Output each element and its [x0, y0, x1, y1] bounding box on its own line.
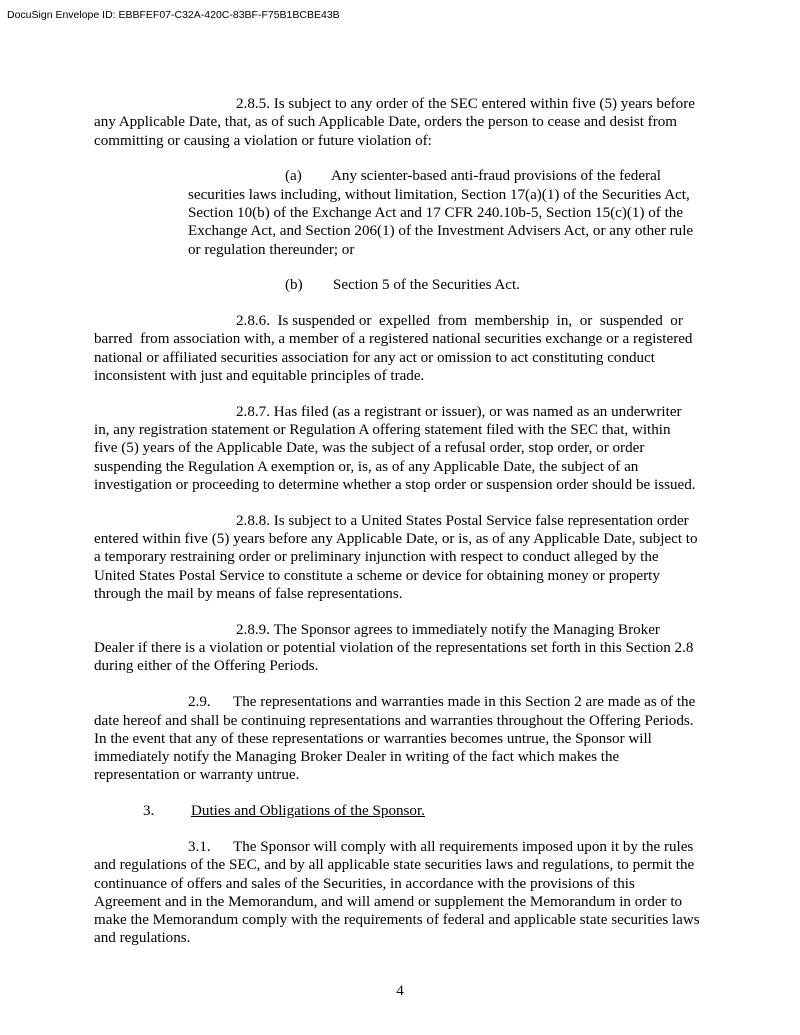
section-3-heading-line [94, 802, 726, 820]
para-line: five (5) years of the Applicable Date, was the subject of a refusal order, stop order, or order [94, 440, 645, 457]
subclause-a-first-line [94, 167, 726, 185]
para-line: securities laws including, without limitation, Section 17(a)(1) of the Securities Act, [188, 186, 690, 203]
para-line: in, any registration statement or Regulation A offering statement filed with the SEC that, within [94, 422, 671, 439]
subclause-b [94, 276, 726, 294]
para-line: or regulation thereunder; or [188, 241, 355, 258]
para-line: entered within five (5) years before any Applicable Date, or is, as of any Applicable Date, subject to [94, 531, 698, 548]
para-line: 2.8.7. Has filed (as a registrant or issuer), or was named as an underwriter [236, 403, 682, 420]
para-line: during either of the Offering Periods. [94, 658, 319, 675]
para-line: suspending the Regulation A exemption or, is, as of any Applicable Date, the subject of an [94, 458, 639, 475]
para-line: barred from association with, a member of a registered national securities exchange or a registered [94, 331, 693, 348]
para-line: and regulations. [94, 930, 191, 947]
page-number: 4 [396, 983, 404, 999]
subclause-a [94, 167, 726, 258]
para-line: national or affiliated securities association for any act or omission to act constituting conduct [94, 349, 655, 366]
para-line: continuance of offers and sales of the Securities, in accordance with the provisions of this [94, 875, 635, 892]
para-line: Any scienter-based anti-fraud provisions of the federal [331, 168, 661, 185]
para-line: any Applicable Date, that, as of such Applicable Date, orders the person to cease and desist from [94, 114, 678, 131]
section-2-8-6 [94, 312, 726, 385]
para-line: 2.8.5. Is subject to any order of the SEC entered within five (5) years before [236, 96, 695, 112]
para-line: representation or warranty untrue. [94, 767, 300, 784]
para-line: committing or causing a violation or future violation of: [94, 132, 432, 149]
para-line: and regulations of the SEC, and by all applicable state securities laws and regulations, to permit the [94, 857, 695, 874]
section-2-8-8 [94, 512, 726, 603]
para-line: inconsistent with just and equitable principles of trade. [94, 368, 425, 385]
para-line: Agreement and in the Memorandum, and will amend or supplement the Memorandum in order to [94, 893, 683, 910]
para-line: Section 5 of the Securities Act. [333, 277, 520, 294]
para-line: 2.9. The representations and warranties made in this Section 2 are made as of the [188, 694, 696, 711]
section-3-title: Duties and Obligations of the Sponsor. [191, 803, 425, 820]
para-line: Dealer if there is a violation or potential violation of the representations set forth in this Section 2.8 [94, 640, 694, 657]
section-2-8-5 [94, 95, 726, 150]
section-3-heading [94, 802, 726, 820]
para-line: a temporary restraining order or preliminary injunction with respect to conduct alleged by the [94, 549, 659, 566]
para-line: United States Postal Service to constitute a scheme or device for obtaining money or property [94, 567, 660, 584]
section-2-9 [94, 693, 726, 784]
para-line: 2.8.8. Is subject to a United States Postal Service false representation order [236, 512, 689, 529]
subclause-b-label: (b) [285, 277, 303, 294]
docusign-envelope-id: DocuSign Envelope ID: EBBFEF07-C32A-420C-83BF-F75B1BCBE43B [7, 9, 340, 21]
para-line: date hereof and shall be continuing representations and warranties throughout the Offering Periods. [94, 712, 694, 729]
subclause-a-label: (a) [285, 168, 302, 185]
section-2-8-9 [94, 621, 726, 676]
section-3-number: 3. [143, 803, 155, 820]
para-line: immediately notify the Managing Broker Dealer in writing of the fact which makes the [94, 749, 620, 766]
para-line: 2.8.6. Is suspended or expelled from membership in, or suspended or [236, 313, 683, 330]
para-line: investigation or proceeding to determine whether a stop order or suspension order should be issued. [94, 477, 696, 494]
para-line: through the mail by means of false representations. [94, 586, 403, 603]
para-line: Exchange Act, and Section 206(1) of the Investment Advisers Act, or any other rule [188, 223, 694, 240]
para-line: make the Memorandum comply with the requirements of federal and applicable state securities laws [94, 912, 700, 929]
section-2-8-7 [94, 403, 726, 494]
document-body [94, 95, 726, 948]
para-line: Section 10(b) of the Exchange Act and 17 CFR 240.10b-5, Section 15(c)(1) of the [188, 204, 684, 221]
para-line: 2.8.9. The Sponsor agrees to immediately notify the Managing Broker [236, 621, 660, 638]
para-line: 3.1. The Sponsor will comply with all requirements imposed upon it by the rules [188, 839, 694, 855]
subclause-b-line [94, 276, 726, 294]
para-line: In the event that any of these representations or warranties becomes untrue, the Sponsor will [94, 730, 652, 747]
section-3-1 [94, 838, 726, 948]
